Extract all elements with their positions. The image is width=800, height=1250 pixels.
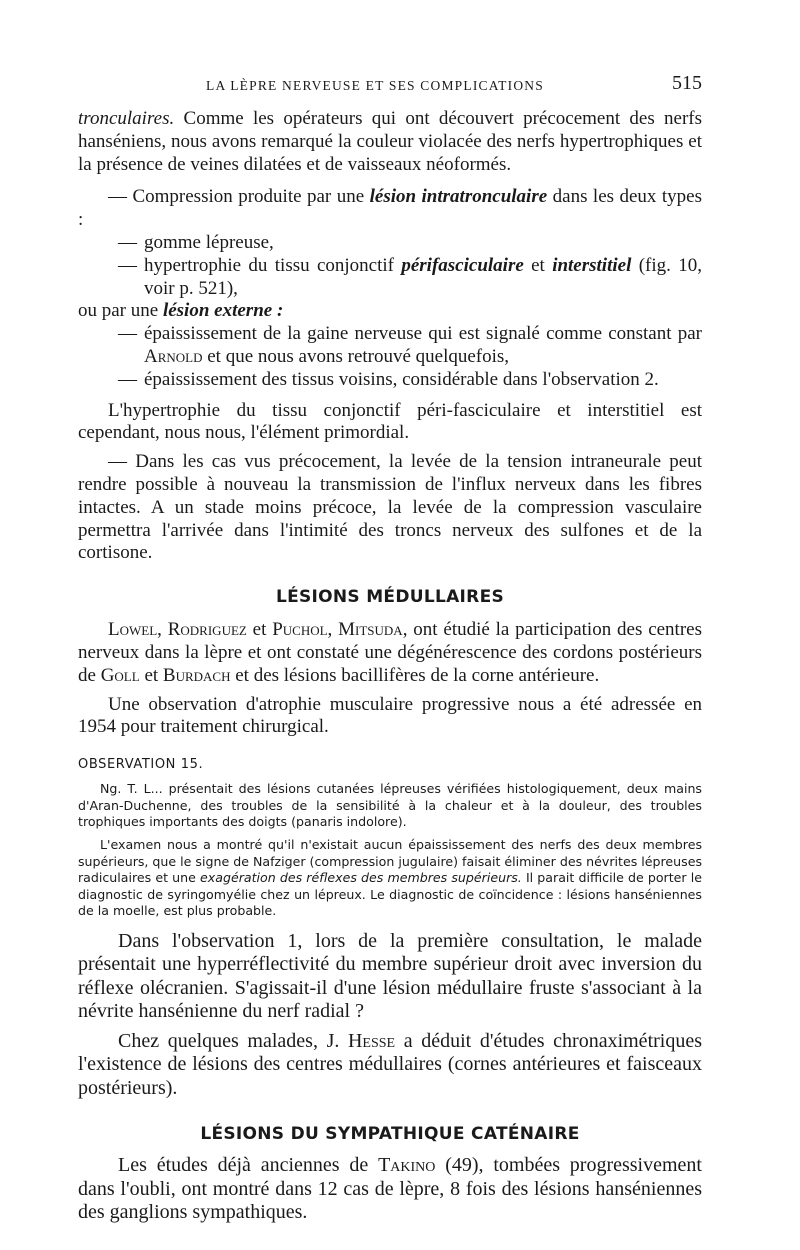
observation-label: OBSERVATION 15. [78, 757, 204, 773]
list-item-text: hypertrophie du tissu conjonctif [144, 254, 402, 276]
list-item [78, 232, 702, 255]
paragraph-text: et [139, 664, 163, 686]
paragraph-text: et des lésions bacillifères de la corne antérieure. [230, 664, 600, 686]
paragraph-hesse [78, 1030, 702, 1101]
paragraph-text: Dans les cas vus précocement, la levée de la tension intraneurale peut rendre possible à nouveau la transmission de l'influx nerveux dans les fibres intactes. A un stade moins précoce, la levée de la compression vasculaire permettra l'arrivée dans l'intimité des troncs nerveux des sulfones et de la cortisone. [78, 451, 702, 564]
observation-paragraph-1: Ng. T. L... présentait des lésions cutanées lépreuses vérifiées histologiquement, deux mains d'Aran-Duchenne, des troubles de la sensibilité à la chaleur et à la douleur, des troubles trophiques importants des doigts (panaris indolore). [78, 781, 702, 830]
author-name: Hesse [347, 1029, 396, 1052]
list-item-text: (fig. 10, voir p. 521), [144, 254, 702, 299]
paragraph-text: et [246, 619, 273, 641]
page-number: 515 [672, 72, 702, 94]
italic-term: tronculaires. [78, 108, 175, 129]
paragraph-dans-les-cas [78, 451, 702, 565]
author-name: Puchol, Mitsuda, [272, 619, 408, 641]
paragraph-text: Il parait difficile de porter le diagnostic de syringomyélie chez un lépreux. Le diagnostic de coïncidence : lésions hanséniennes de la moelle, est plus probable. [78, 870, 702, 919]
list-item-text: gomme lépreuse, [144, 231, 274, 253]
list-item [78, 369, 702, 392]
list-item [78, 323, 702, 369]
dash: — [118, 323, 137, 345]
list-item [78, 255, 702, 301]
emphasis-reflexes: exagération des réflexes des membres supérieurs. [200, 870, 522, 886]
author-name: Arnold [144, 345, 203, 367]
paragraph-text: ou par une [78, 300, 163, 322]
author-name: Takino [378, 1154, 436, 1177]
paragraph-compression [78, 186, 702, 232]
paragraph-text: (49), tombées progressivement dans l'oubli, ont montré dans 12 cas de lèpre, 8 fois des lésions hanséniennes des ganglions sympathiques. [78, 1154, 702, 1224]
list-externe [78, 323, 702, 391]
author-name: Burdach [162, 664, 231, 686]
emphasis-perifasciculaire: périfasciculaire [401, 254, 524, 276]
dash: — [118, 368, 137, 390]
paragraph-ou [78, 300, 702, 323]
emphasis-lesion-intratronculaire: lésion intratronculaire [369, 186, 548, 208]
list-item-text: épaississement des tissus voisins, considérable dans l'observation 2. [144, 368, 659, 390]
dash: — [108, 451, 127, 473]
paragraph-lowel [78, 619, 702, 687]
paragraph-text: L'examen nous a montré qu'il n'existait aucun épaississement des nerfs des deux membres supérieurs, que le signe de Nafziger (compression jugulaire) faisait éliminer des névrites lépreuses radiculaires et une [78, 836, 703, 886]
running-head [78, 72, 702, 100]
observation-paragraph-2 [78, 837, 702, 920]
paragraph-text: dans les deux types : [78, 186, 702, 231]
list-item-text: et que nous avons retrouvé quelquefois, [202, 345, 510, 367]
paragraph-tronculaires [78, 108, 702, 176]
dash: — [118, 231, 137, 253]
paragraph-takino [78, 1154, 702, 1225]
section-heading-lesions-medullaires: LÉSIONS MÉDULLAIRES [275, 587, 505, 608]
running-title: LA LÈPRE NERVEUSE ET SES COMPLICATIONS [206, 78, 544, 93]
paragraph-text: Comme les opérateurs qui ont découvert précocement des nerfs hanséniens, nous avons remarqué la couleur violacée des nerfs hypertrophiques et la présence de veines dilatées et de vaisseaux néoformés. [78, 108, 702, 175]
paragraph-text: Les études déjà anciennes de [118, 1154, 379, 1177]
dash: — [108, 186, 127, 208]
list-intratronculaire [78, 232, 702, 300]
paragraph-text: ont étudié la participation des centres nerveux dans la lèpre et ont constaté une dégénérescence des cordons postérieurs de [78, 619, 702, 686]
paragraph-une-observation: Une observation d'atrophie musculaire progressive nous a été adressée en 1954 pour traitement chirurgical. [78, 693, 702, 738]
page-body [78, 108, 702, 1225]
paragraph-text: Chez quelques malades, J. [118, 1029, 348, 1052]
paragraph-text: a déduit d'études chronaximétriques l'existence de lésions des centres médullaires (cornes antérieures et faisceaux postérieurs). [78, 1029, 702, 1099]
author-name: Goll [100, 664, 140, 686]
dash: — [118, 254, 137, 276]
author-name: Lowel, Rodriguez [108, 619, 247, 641]
list-item-text: épaississement de la gaine nerveuse qui est signalé comme constant par [144, 323, 702, 345]
emphasis-lesion-externe: lésion externe : [162, 300, 284, 322]
section-heading-sympathique: LÉSIONS DU SYMPATHIQUE CATÉNAIRE [200, 1124, 580, 1145]
paragraph-observation-1: Dans l'observation 1, lors de la première consultation, le malade présentait une hyperréflectivité du membre supérieur droit avec inversion du réflexe olécranien. S'agissait-il d'une lésion médullaire fruste s'associant à la névrite hansénienne du nerf radial ? [78, 929, 702, 1023]
emphasis-interstitiel: interstitiel [552, 254, 632, 276]
paragraph-hypertrophie: L'hypertrophie du tissu conjonctif péri-fasciculaire et interstitiel est cependant, nous nous, l'élément primordial. [78, 399, 702, 444]
paragraph-text: Compression produite par une [132, 186, 370, 208]
list-item-text: et [523, 254, 553, 276]
